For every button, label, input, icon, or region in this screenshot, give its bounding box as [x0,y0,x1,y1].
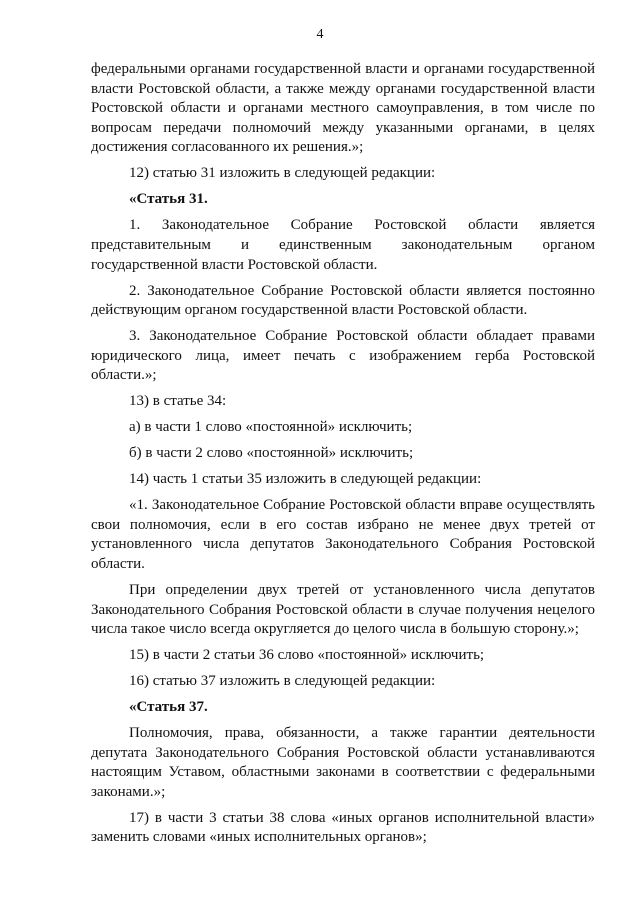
page-number: 4 [316,27,324,42]
amendment-item-13b: б) в части 2 слово «постоянной» исключить; [129,445,414,462]
amendment-item-13a: а) в части 1 слово «постоянной» исключить; [129,419,413,436]
article-31-heading: «Статья 31. [129,191,208,208]
article-35-part-1: «1. Законодательное Собрание Ростовской области вправе осуществлять свои полномочия, если в его состав избрано не менее двух третей от установленного числа депутатов Законодательного Собрания Ростовской области. [91,497,595,572]
amendment-item-17: 17) в части 3 статьи 38 слова «иных органов исполнительной власти» заменить словами «иных исполнительных органов»; [91,809,595,846]
amendment-item-16: 16) статью 37 изложить в следующей редакции: [129,673,436,690]
paragraph-continuation: федеральными органами государственной власти и органами государственной власти Ростовской области, а также между органами государственной власти Ростовской области и органами местного самоуправления, в том числе по вопросам передачи полномочий между указанными органами, в целях достижения согласованного их решения.»; [91,61,595,156]
article-31-part-2: 2. Законодательное Собрание Ростовской области является постоянно действующим органом государственной власти Ростовской области. [91,282,595,319]
article-31-part-3: 3. Законодательное Собрание Ростовской области обладает правами юридического лица, имеет печать с изображением герба Ростовской области.»; [91,328,595,384]
article-37-heading: «Статья 37. [129,699,208,716]
amendment-item-14: 14) часть 1 статьи 35 изложить в следующей редакции: [129,471,482,488]
article-35-part-1-continued: При определении двух третей от установленного числа депутатов Законодательного Собрания Ростовской области в случае получения нецелого числа такое число всегда округляется до целого числа в большую сторону.»; [91,581,595,638]
document-body [91,60,595,854]
amendment-item-13: 13) в статье 34: [129,393,227,410]
amendment-item-15: 15) в части 2 статьи 36 слово «постоянной» исключить; [129,647,485,664]
amendment-item-12: 12) статью 31 изложить в следующей редакции: [129,165,436,182]
article-31-part-1: 1. Законодательное Собрание Ростовской области является представительным и единственным законодательным органом государственной власти Ростовской области. [91,217,595,273]
article-37-text: Полномочия, права, обязанности, а также гарантии деятельности депутата Законодательного Собрания Ростовской области устанавливаются настоящим Уставом, областными законами в соответствии с федеральными законами.»; [91,725,595,800]
